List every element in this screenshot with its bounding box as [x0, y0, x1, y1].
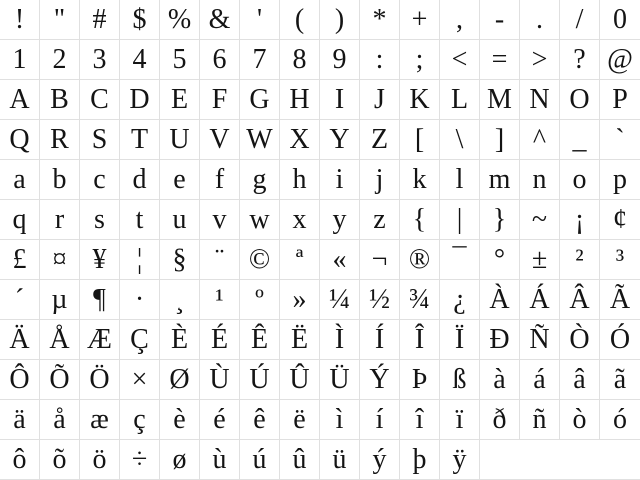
glyph-cell[interactable]: (: [280, 0, 320, 40]
glyph-cell[interactable]: Þ: [400, 360, 440, 400]
glyph-cell[interactable]: ]: [480, 120, 520, 160]
glyph-cell[interactable]: y: [320, 200, 360, 240]
glyph-cell[interactable]: Á: [520, 280, 560, 320]
glyph-cell[interactable]: R: [40, 120, 80, 160]
glyph-cell[interactable]: å: [40, 400, 80, 440]
glyph-cell[interactable]: ÿ: [440, 440, 480, 480]
glyph-cell[interactable]: A: [0, 80, 40, 120]
glyph-cell[interactable]: h: [280, 160, 320, 200]
glyph-cell[interactable]: ¯: [440, 240, 480, 280]
glyph-cell[interactable]: Ü: [320, 360, 360, 400]
glyph-cell[interactable]: ®: [400, 240, 440, 280]
glyph-cell[interactable]: =: [480, 40, 520, 80]
glyph-cell[interactable]: g: [240, 160, 280, 200]
glyph-cell[interactable]: ·: [120, 280, 160, 320]
glyph-cell[interactable]: /: [560, 0, 600, 40]
glyph-cell[interactable]: Ã: [600, 280, 640, 320]
glyph-cell[interactable]: t: [120, 200, 160, 240]
glyph-cell[interactable]: ~: [520, 200, 560, 240]
glyph-cell[interactable]: °: [480, 240, 520, 280]
glyph-cell[interactable]: Ð: [480, 320, 520, 360]
glyph-cell[interactable]: z: [360, 200, 400, 240]
glyph-cell[interactable]: `: [600, 120, 640, 160]
glyph-cell[interactable]: -: [480, 0, 520, 40]
glyph-cell[interactable]: Ö: [80, 360, 120, 400]
glyph-cell[interactable]: U: [160, 120, 200, 160]
glyph-cell[interactable]: õ: [40, 440, 80, 480]
glyph-cell[interactable]: ø: [160, 440, 200, 480]
glyph-cell[interactable]: w: [240, 200, 280, 240]
glyph-cell[interactable]: l: [440, 160, 480, 200]
glyph-cell[interactable]: s: [80, 200, 120, 240]
glyph-cell[interactable]: ì: [320, 400, 360, 440]
glyph-cell[interactable]: M: [480, 80, 520, 120]
glyph-cell[interactable]: 0: [600, 0, 640, 40]
glyph-cell[interactable]: ¾: [400, 280, 440, 320]
glyph-cell[interactable]: ñ: [520, 400, 560, 440]
glyph-cell[interactable]: b: [40, 160, 80, 200]
glyph-cell[interactable]: ¹: [200, 280, 240, 320]
glyph-cell[interactable]: þ: [400, 440, 440, 480]
glyph-cell[interactable]: á: [520, 360, 560, 400]
glyph-cell[interactable]: ´: [0, 280, 40, 320]
glyph-cell[interactable]: Æ: [80, 320, 120, 360]
glyph-cell[interactable]: c: [80, 160, 120, 200]
glyph-cell[interactable]: 3: [80, 40, 120, 80]
glyph-cell[interactable]: H: [280, 80, 320, 120]
glyph-cell[interactable]: o: [560, 160, 600, 200]
glyph-cell[interactable]: &: [200, 0, 240, 40]
glyph-cell[interactable]: ¸: [160, 280, 200, 320]
glyph-cell[interactable]: ¬: [360, 240, 400, 280]
glyph-cell[interactable]: $: [120, 0, 160, 40]
glyph-cell[interactable]: 8: [280, 40, 320, 80]
glyph-cell[interactable]: J: [360, 80, 400, 120]
glyph-cell[interactable]: ¼: [320, 280, 360, 320]
glyph-cell[interactable]: ¿: [440, 280, 480, 320]
glyph-cell[interactable]: ü: [320, 440, 360, 480]
glyph-cell[interactable]: Q: [0, 120, 40, 160]
glyph-cell[interactable]: N: [520, 80, 560, 120]
glyph-cell[interactable]: #: [80, 0, 120, 40]
glyph-cell[interactable]: â: [560, 360, 600, 400]
glyph-cell[interactable]: Y: [320, 120, 360, 160]
glyph-cell[interactable]: 7: [240, 40, 280, 80]
glyph-cell[interactable]: V: [200, 120, 240, 160]
glyph-cell[interactable]: D: [120, 80, 160, 120]
glyph-cell[interactable]: Ñ: [520, 320, 560, 360]
glyph-cell[interactable]: º: [240, 280, 280, 320]
glyph-cell[interactable]: F: [200, 80, 240, 120]
glyph-cell[interactable]: r: [40, 200, 80, 240]
glyph-cell[interactable]: ë: [280, 400, 320, 440]
glyph-cell[interactable]: ä: [0, 400, 40, 440]
glyph-cell[interactable]: X: [280, 120, 320, 160]
glyph-cell[interactable]: ù: [200, 440, 240, 480]
glyph-cell[interactable]: ó: [600, 400, 640, 440]
glyph-cell[interactable]: ²: [560, 240, 600, 280]
glyph-cell[interactable]: «: [320, 240, 360, 280]
glyph-cell[interactable]: æ: [80, 400, 120, 440]
glyph-cell[interactable]: ã: [600, 360, 640, 400]
glyph-cell[interactable]: û: [280, 440, 320, 480]
glyph-cell[interactable]: :: [360, 40, 400, 80]
glyph-cell[interactable]: ;: [400, 40, 440, 80]
glyph-cell[interactable]: !: [0, 0, 40, 40]
glyph-cell[interactable]: ½: [360, 280, 400, 320]
glyph-cell[interactable]: ±: [520, 240, 560, 280]
glyph-cell[interactable]: 6: [200, 40, 240, 80]
empty-cell: [560, 440, 600, 480]
glyph-cell[interactable]: S: [80, 120, 120, 160]
glyph-cell[interactable]: ª: [280, 240, 320, 280]
glyph-cell[interactable]: Ì: [320, 320, 360, 360]
glyph-cell[interactable]: ê: [240, 400, 280, 440]
glyph-cell[interactable]: ô: [0, 440, 40, 480]
glyph-cell[interactable]: ¥: [80, 240, 120, 280]
glyph-cell[interactable]: ': [240, 0, 280, 40]
glyph-cell[interactable]: e: [160, 160, 200, 200]
glyph-cell[interactable]: @: [600, 40, 640, 80]
glyph-cell[interactable]: _: [560, 120, 600, 160]
glyph-cell[interactable]: Ô: [0, 360, 40, 400]
glyph-cell[interactable]: ¤: [40, 240, 80, 280]
glyph-cell[interactable]: }: [480, 200, 520, 240]
glyph-cell[interactable]: Ï: [440, 320, 480, 360]
glyph-cell[interactable]: ÷: [120, 440, 160, 480]
glyph-cell[interactable]: ×: [120, 360, 160, 400]
glyph-cell[interactable]: <: [440, 40, 480, 80]
glyph-cell[interactable]: ©: [240, 240, 280, 280]
glyph-cell[interactable]: ú: [240, 440, 280, 480]
glyph-cell[interactable]: ò: [560, 400, 600, 440]
glyph-cell[interactable]: £: [0, 240, 40, 280]
glyph-cell[interactable]: q: [0, 200, 40, 240]
glyph-cell[interactable]: i: [320, 160, 360, 200]
glyph-cell[interactable]: *: [360, 0, 400, 40]
glyph-cell[interactable]: %: [160, 0, 200, 40]
glyph-cell[interactable]: E: [160, 80, 200, 120]
glyph-cell[interactable]: a: [0, 160, 40, 200]
glyph-cell[interactable]: Å: [40, 320, 80, 360]
glyph-cell[interactable]: m: [480, 160, 520, 200]
glyph-cell[interactable]: k: [400, 160, 440, 200]
glyph-cell[interactable]: T: [120, 120, 160, 160]
glyph-cell[interactable]: Ä: [0, 320, 40, 360]
glyph-cell[interactable]: µ: [40, 280, 80, 320]
glyph-cell[interactable]: ,: [440, 0, 480, 40]
glyph-cell[interactable]: Ú: [240, 360, 280, 400]
glyph-cell[interactable]: n: [520, 160, 560, 200]
glyph-cell[interactable]: í: [360, 400, 400, 440]
glyph-cell[interactable]: î: [400, 400, 440, 440]
glyph-cell[interactable]: \: [440, 120, 480, 160]
glyph-cell[interactable]: Z: [360, 120, 400, 160]
glyph-cell[interactable]: »: [280, 280, 320, 320]
glyph-cell[interactable]: Ý: [360, 360, 400, 400]
glyph-cell[interactable]: ö: [80, 440, 120, 480]
glyph-cell[interactable]: Î: [400, 320, 440, 360]
glyph-cell[interactable]: 9: [320, 40, 360, 80]
glyph-cell[interactable]: ): [320, 0, 360, 40]
glyph-cell[interactable]: >: [520, 40, 560, 80]
glyph-cell[interactable]: ¢: [600, 200, 640, 240]
glyph-cell[interactable]: Â: [560, 280, 600, 320]
glyph-cell[interactable]: Õ: [40, 360, 80, 400]
glyph-cell[interactable]: ³: [600, 240, 640, 280]
glyph-cell[interactable]: G: [240, 80, 280, 120]
glyph-cell[interactable]: À: [480, 280, 520, 320]
glyph-cell[interactable]: ?: [560, 40, 600, 80]
glyph-cell[interactable]: [: [400, 120, 440, 160]
glyph-cell[interactable]: Ç: [120, 320, 160, 360]
glyph-cell[interactable]: Ø: [160, 360, 200, 400]
glyph-cell[interactable]: ï: [440, 400, 480, 440]
glyph-cell[interactable]: Û: [280, 360, 320, 400]
glyph-cell[interactable]: d: [120, 160, 160, 200]
glyph-cell[interactable]: è: [160, 400, 200, 440]
glyph-cell[interactable]: u: [160, 200, 200, 240]
glyph-cell[interactable]: 2: [40, 40, 80, 80]
glyph-cell[interactable]: Í: [360, 320, 400, 360]
glyph-cell[interactable]: +: [400, 0, 440, 40]
glyph-cell[interactable]: K: [400, 80, 440, 120]
glyph-cell[interactable]: .: [520, 0, 560, 40]
glyph-cell[interactable]: ^: [520, 120, 560, 160]
glyph-cell[interactable]: f: [200, 160, 240, 200]
glyph-cell[interactable]: ç: [120, 400, 160, 440]
glyph-cell[interactable]: I: [320, 80, 360, 120]
glyph-cell[interactable]: x: [280, 200, 320, 240]
glyph-cell[interactable]: ¨: [200, 240, 240, 280]
glyph-cell[interactable]: È: [160, 320, 200, 360]
glyph-cell[interactable]: ß: [440, 360, 480, 400]
glyph-cell[interactable]: W: [240, 120, 280, 160]
glyph-cell[interactable]: p: [600, 160, 640, 200]
glyph-cell[interactable]: 5: [160, 40, 200, 80]
glyph-cell[interactable]: É: [200, 320, 240, 360]
glyph-cell[interactable]: L: [440, 80, 480, 120]
glyph-cell[interactable]: 1: [0, 40, 40, 80]
glyph-cell[interactable]: §: [160, 240, 200, 280]
glyph-cell[interactable]: Ó: [600, 320, 640, 360]
empty-cell: [600, 440, 640, 480]
glyph-cell[interactable]: j: [360, 160, 400, 200]
glyph-cell[interactable]: O: [560, 80, 600, 120]
glyph-cell[interactable]: Ë: [280, 320, 320, 360]
glyph-cell[interactable]: ð: [480, 400, 520, 440]
glyph-cell[interactable]: ": [40, 0, 80, 40]
empty-cell: [520, 440, 560, 480]
glyph-cell[interactable]: à: [480, 360, 520, 400]
glyph-cell[interactable]: ¡: [560, 200, 600, 240]
glyph-cell[interactable]: v: [200, 200, 240, 240]
glyph-cell[interactable]: 4: [120, 40, 160, 80]
glyph-cell[interactable]: {: [400, 200, 440, 240]
glyph-cell[interactable]: Ù: [200, 360, 240, 400]
glyph-cell[interactable]: ý: [360, 440, 400, 480]
glyph-cell[interactable]: Ò: [560, 320, 600, 360]
glyph-cell[interactable]: P: [600, 80, 640, 120]
glyph-cell[interactable]: ¦: [120, 240, 160, 280]
glyph-cell[interactable]: é: [200, 400, 240, 440]
glyph-cell[interactable]: |: [440, 200, 480, 240]
glyph-cell[interactable]: B: [40, 80, 80, 120]
empty-cell: [480, 440, 520, 480]
glyph-cell[interactable]: C: [80, 80, 120, 120]
glyph-cell[interactable]: ¶: [80, 280, 120, 320]
glyph-cell[interactable]: Ê: [240, 320, 280, 360]
